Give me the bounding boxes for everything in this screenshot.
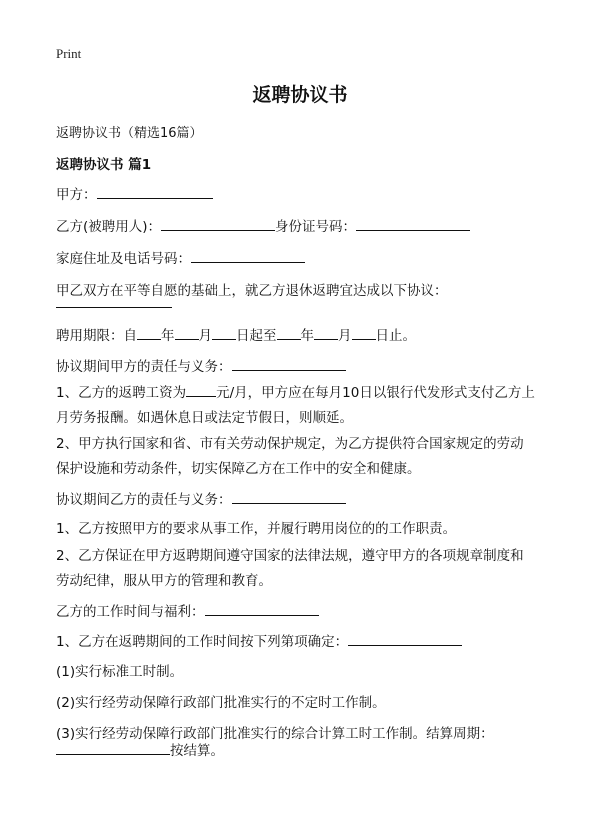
party-a-label: 甲方： [56, 187, 97, 203]
a-duties-line [56, 355, 346, 375]
term-year-start-blank [137, 324, 161, 340]
term-year-1: 年 [161, 328, 175, 344]
print-label[interactable]: Print [56, 46, 82, 61]
option-3-line-2 [56, 739, 224, 759]
section-heading: 返聘协议书 篇1 [56, 157, 152, 173]
b-duty-1: 1、乙方按照甲方的要求从事工作，并履行聘用岗位的的工作职责。 [56, 521, 457, 537]
work-time-blank [205, 600, 319, 616]
b-duties-label: 协议期间乙方的责任与义务： [56, 492, 232, 508]
address-blank [191, 247, 305, 263]
term-month-1: 月 [198, 328, 212, 344]
address-label: 家庭住址及电话号码： [56, 251, 191, 267]
id-label: 身份证号码： [275, 219, 357, 235]
option-3-line-2-text: 按结算。 [170, 743, 224, 759]
a-duty-1-rest: 元/月，甲方应在每月10日以银行代发形式支付乙方上月劳务报酬。如遇休息日或法定节假日，则顺延。 [56, 385, 535, 426]
salary-blank [186, 381, 216, 397]
document-title: 返聘协议书 [252, 84, 348, 106]
a-duty-2: 2、甲方执行国家和省、市有关劳动保护规定，为乙方提供符合国家规定的劳动保护设施和劳动条件，切实保障乙方在工作中的安全和健康。 [56, 436, 524, 477]
party-a-line [56, 183, 213, 203]
party-b-line [56, 215, 470, 235]
document-subtitle: 返聘协议书（精选16篇） [56, 126, 203, 141]
work-time-1-line [56, 630, 462, 650]
a-duty-1-prefix: 1、乙方的返聘工资为 [56, 385, 187, 401]
term-day-end-blank [352, 324, 376, 340]
term-day-1: 日起至 [236, 328, 277, 344]
term-year-end-blank [277, 324, 301, 340]
intro-blank [56, 292, 172, 308]
work-time-label: 乙方的工作时间与福利： [56, 604, 205, 620]
intro-text: 甲乙双方在平等自愿的基础上，就乙方退休返聘宜达成以下协议： [56, 283, 448, 299]
term-month-2: 月 [338, 328, 352, 344]
work-time-1-blank [348, 630, 462, 646]
party-a-blank [97, 183, 213, 199]
option-2: (2)实行经劳动保障行政部门批准实行的不定时工作制。 [56, 695, 386, 711]
intro-blank-line [56, 292, 172, 312]
b-duties-line [56, 488, 346, 508]
party-b-blank [161, 215, 275, 231]
term-year-2: 年 [300, 328, 314, 344]
b-duties-blank [232, 488, 346, 504]
work-time-1-text: 1、乙方在返聘期间的工作时间按下列第项确定： [56, 634, 349, 650]
term-prefix: 聘用期限：自 [56, 328, 137, 344]
work-time-line [56, 600, 319, 620]
settlement-period-blank [56, 739, 170, 755]
a-duties-blank [232, 355, 346, 371]
term-day-start-blank [212, 324, 236, 340]
a-duties-label: 协议期间甲方的责任与义务： [56, 359, 232, 375]
option-3-line-1: (3)实行经劳动保障行政部门批准实行的综合计算工时工作制。结算周期： [56, 726, 494, 742]
term-line [56, 324, 416, 344]
option-1: (1)实行标准工时制。 [56, 664, 184, 680]
term-day-2: 日止。 [375, 328, 416, 344]
address-line [56, 247, 305, 267]
a-duty-1 [56, 381, 536, 431]
party-b-label: 乙方(被聘用人)： [56, 219, 162, 235]
term-month-end-blank [314, 324, 338, 340]
id-blank [356, 215, 470, 231]
b-duty-2: 2、乙方保证在甲方返聘期间遵守国家的法律法规，遵守甲方的各项规章制度和劳动纪律，服从甲方的管理和教育。 [56, 548, 524, 589]
term-month-start-blank [175, 324, 199, 340]
